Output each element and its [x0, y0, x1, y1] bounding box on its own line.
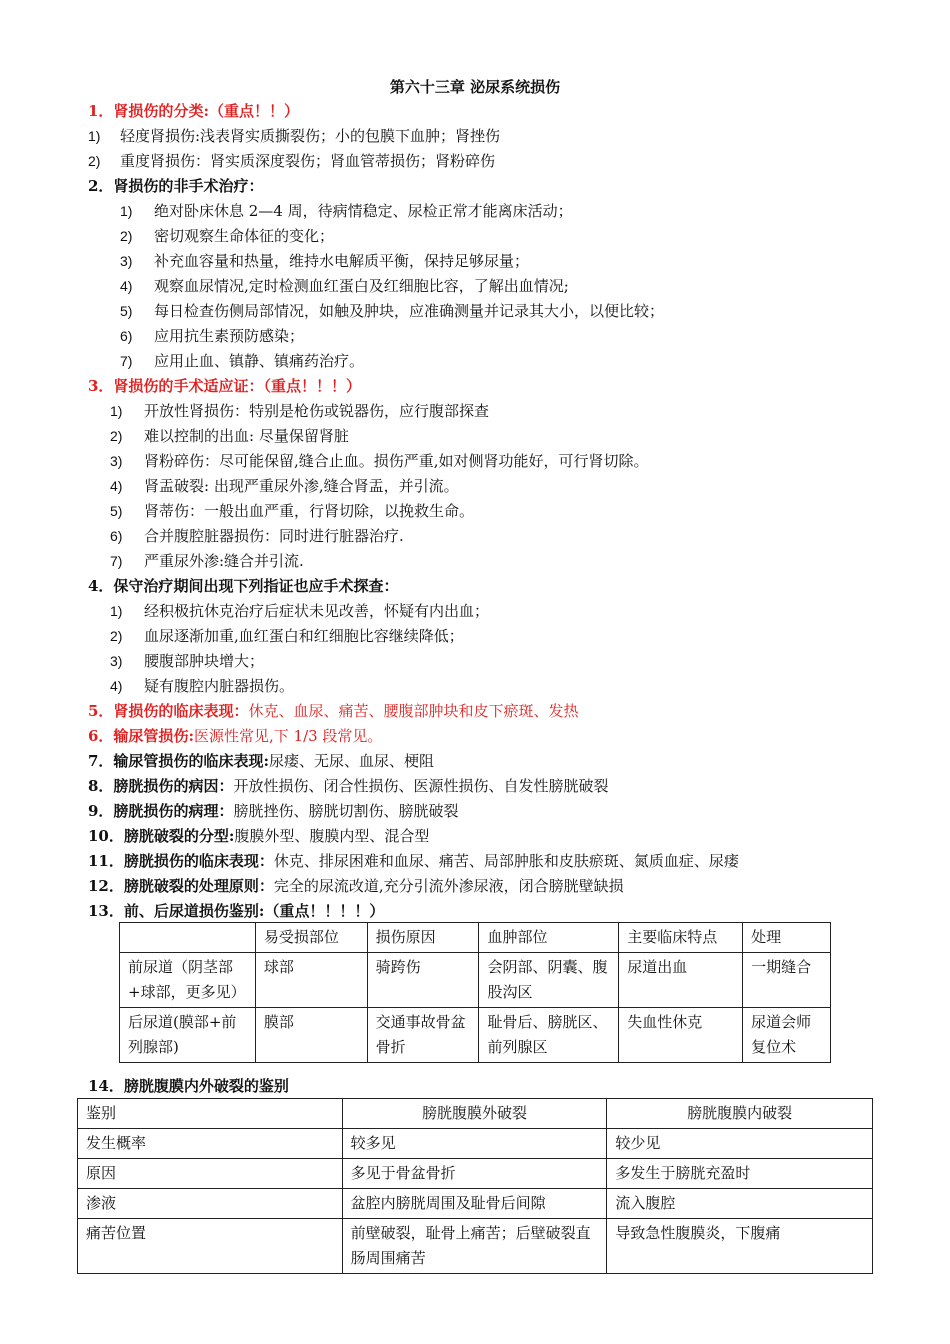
table-cell: 较少见: [607, 1129, 873, 1159]
section-text: 膀胱挫伤、膀胱切割伤、膀胱破裂: [233, 802, 459, 820]
list-item: [120, 274, 569, 298]
list-text: 应用止血、镇静、镇痛药治疗。: [154, 352, 365, 370]
list-item: [110, 549, 304, 573]
list-text: 疑有腹腔内脏器损伤。: [144, 677, 295, 695]
section-text: 腹膜外型、腹膜内型、混合型: [234, 827, 430, 845]
table-row: [78, 1129, 873, 1159]
list-text: 补充血容量和热量，维持水电解质平衡，保持足够尿量；: [154, 252, 530, 270]
chapter-title: 第六十三章 泌尿系统损伤: [389, 78, 561, 96]
list-number: 7): [120, 353, 133, 369]
section-11: [88, 849, 739, 873]
list-text: 肾蒂伤：一般出血严重，行肾切除，以挽救生命。: [144, 502, 475, 520]
section-13-heading: 13．前、后尿道损伤鉴别:（重点！！！！）: [88, 902, 385, 920]
table-header-cell: 鉴别: [78, 1099, 343, 1129]
section-label: 9．膀胱损伤的病理：: [88, 802, 234, 820]
table-cell: 渗液: [78, 1189, 343, 1219]
list-text: 合并腹腔脏器损伤：同时进行脏器治疗.: [144, 527, 404, 545]
section-text: 休克、排尿困难和血尿、痛苦、局部肿胀和皮肤瘀斑、氮质血症、尿瘘: [273, 852, 739, 870]
list-number: 1): [110, 603, 123, 619]
bladder-rupture-table: [77, 1098, 873, 1274]
list-number: 4): [110, 678, 123, 694]
list-number: 2): [110, 428, 123, 444]
list-item: [110, 399, 489, 423]
table-cell: 前尿道（阴茎部+球部，更多见）: [120, 953, 256, 1008]
list-number: 3): [120, 253, 133, 269]
list-number: 2): [110, 628, 123, 644]
list-item: [88, 124, 500, 148]
table-row: [120, 953, 831, 1008]
table-cell: 一期缝合: [743, 953, 831, 1008]
section-label: 12．膀胱破裂的处理原则：: [88, 877, 274, 895]
list-item: [88, 149, 495, 173]
table-cell: 交通事故骨盆骨折: [367, 1008, 479, 1063]
section-7: [88, 749, 434, 773]
section-label: 8．膀胱损伤的病因：: [88, 777, 234, 795]
table-cell: 流入腹腔: [607, 1189, 873, 1219]
table-cell: 球部: [255, 953, 367, 1008]
list-text: 肾盂破裂: 出现严重尿外渗,缝合肾盂，并引流。: [144, 477, 459, 495]
list-item: [120, 349, 364, 373]
table-cell: 较多见: [342, 1129, 607, 1159]
list-item: [120, 224, 334, 248]
table-header-cell: 主要临床特点: [619, 923, 743, 953]
list-number: 4): [110, 478, 123, 494]
section-label: 11．膀胱损伤的临床表现：: [88, 852, 274, 870]
list-item: [110, 499, 474, 523]
table-row: [78, 1219, 873, 1274]
list-item: [110, 649, 264, 673]
list-text: 每日检查伤侧局部情况，如触及肿块，应准确测量并记录其大小，以便比较；: [154, 302, 665, 320]
table-row: [120, 1008, 831, 1063]
table-row: [78, 1159, 873, 1189]
list-item: [110, 424, 349, 448]
list-item: [110, 524, 404, 548]
list-text: 绝对卧床休息 2—4 周，待病情稳定、尿检正常才能离床活动；: [154, 202, 573, 220]
list-item: [120, 299, 664, 323]
table-header-cell: [120, 923, 256, 953]
section-text: 医源性常见,下 1/3 段常见。: [193, 727, 383, 745]
table-cell: 尿道出血: [619, 953, 743, 1008]
table-cell: 尿道会师复位术: [743, 1008, 831, 1063]
list-text: 严重尿外渗:缝合并引流.: [144, 552, 304, 570]
list-text: 开放性肾损伤：特别是枪伤或锐器伤，应行腹部探查: [144, 402, 490, 420]
section-4-heading: 4．保守治疗期间出现下列指证也应手术探查：: [88, 577, 399, 595]
table-cell: 原因: [78, 1159, 343, 1189]
table-cell: 多发生于膀胱充盈时: [607, 1159, 873, 1189]
table-cell: 会阴部、阴囊、腹股沟区: [479, 953, 619, 1008]
list-text: 经积极抗休克治疗后症状未见改善，怀疑有内出血；: [144, 602, 490, 620]
list-item: [110, 449, 649, 473]
table-cell: 膜部: [255, 1008, 367, 1063]
section-2-heading: 2．肾损伤的非手术治疗：: [88, 177, 264, 195]
section-label: 10．膀胱破裂的分型:: [88, 827, 235, 845]
list-number: 2): [88, 153, 101, 169]
table-header-row: [78, 1099, 873, 1129]
table-header-cell: 损伤原因: [367, 923, 479, 953]
section-9: [88, 799, 458, 823]
list-number: 5): [120, 303, 133, 319]
table-cell: 痛苦位置: [78, 1219, 343, 1274]
list-number: 5): [110, 503, 123, 519]
list-number: 7): [110, 553, 123, 569]
table-cell: 多见于骨盆骨折: [342, 1159, 607, 1189]
table-cell: 后尿道(膜部+前列腺部): [120, 1008, 256, 1063]
section-label: 7．输尿管损伤的临床表现:: [88, 752, 269, 770]
section-10: [88, 824, 429, 848]
section-1-heading: 1．肾损伤的分类:（重点！！）: [88, 102, 299, 120]
section-text: 尿瘘、无尿、血尿、梗阻: [268, 752, 434, 770]
section-label: 6．输尿管损伤:: [88, 727, 194, 745]
table-cell: 发生概率: [78, 1129, 343, 1159]
list-text: 肾粉碎伤：尽可能保留,缝合止血。损伤严重,如对侧肾功能好，可行肾切除。: [144, 452, 649, 470]
section-12: [88, 874, 624, 898]
table-cell: 骑跨伤: [367, 953, 479, 1008]
section-14-heading: 14．膀胱腹膜内外破裂的鉴别: [88, 1077, 289, 1095]
list-item: [110, 474, 459, 498]
section-text: 开放性损伤、闭合性损伤、医源性损伤、自发性膀胱破裂: [233, 777, 609, 795]
section-5: [88, 699, 578, 723]
table-header-cell: 血肿部位: [479, 923, 619, 953]
table-cell: 导致急性腹膜炎，下腹痛: [607, 1219, 873, 1274]
list-text: 血尿逐渐加重,血红蛋白和红细胞比容继续降低；: [144, 627, 464, 645]
section-8: [88, 774, 608, 798]
section-text: 休克、血尿、痛苦、腰腹部肿块和皮下瘀斑、发热: [248, 702, 579, 720]
list-text: 轻度肾损伤:浅表肾实质撕裂伤；小的包膜下血肿；肾挫伤: [120, 127, 501, 145]
list-number: 4): [120, 278, 133, 294]
section-text: 完全的尿流改道,充分引流外渗尿液，闭合膀胱壁缺损: [273, 877, 624, 895]
list-text: 密切观察生命体征的变化；: [154, 227, 335, 245]
list-text: 腰腹部肿块增大；: [144, 652, 265, 670]
list-number: 3): [110, 453, 123, 469]
list-item: [110, 599, 489, 623]
list-number: 6): [120, 328, 133, 344]
list-text: 重度肾损伤：肾实质深度裂伤；肾血管蒂损伤；肾粉碎伤: [120, 152, 496, 170]
list-number: 3): [110, 653, 123, 669]
list-number: 6): [110, 528, 123, 544]
urethra-injury-table: [119, 922, 831, 1063]
table-header-row: [120, 923, 831, 953]
table-header-cell: 易受损部位: [255, 923, 367, 953]
table-cell: 失血性休克: [619, 1008, 743, 1063]
section-6: [88, 724, 382, 748]
list-text: 应用抗生素预防感染；: [154, 327, 305, 345]
table-cell: 前壁破裂，耻骨上痛苦；后壁破裂直肠周围痛苦: [342, 1219, 607, 1274]
list-number: 1): [110, 403, 123, 419]
list-item: [110, 674, 294, 698]
list-item: [120, 324, 304, 348]
table-row: [78, 1189, 873, 1219]
list-item: [110, 624, 464, 648]
list-number: 2): [120, 228, 133, 244]
list-text: 难以控制的出血: 尽量保留肾脏: [144, 427, 349, 445]
list-number: 1): [120, 203, 133, 219]
list-item: [120, 249, 529, 273]
table-cell: 耻骨后、膀胱区、前列腺区: [479, 1008, 619, 1063]
table-cell: 盆腔内膀胱周围及耻骨后间隙: [342, 1189, 607, 1219]
list-item: [120, 199, 573, 223]
section-3-heading: 3．肾损伤的手术适应证：（重点！！！）: [88, 377, 361, 395]
list-text: 观察血尿情况,定时检测血红蛋白及红细胞比容，了解出血情况;: [154, 277, 569, 295]
table-header-cell: 膀胱腹膜内破裂: [607, 1099, 873, 1129]
table-header-cell: 膀胱腹膜外破裂: [342, 1099, 607, 1129]
table-header-cell: 处理: [743, 923, 831, 953]
section-label: 5．肾损伤的临床表现：: [88, 702, 249, 720]
list-number: 1): [88, 128, 101, 144]
